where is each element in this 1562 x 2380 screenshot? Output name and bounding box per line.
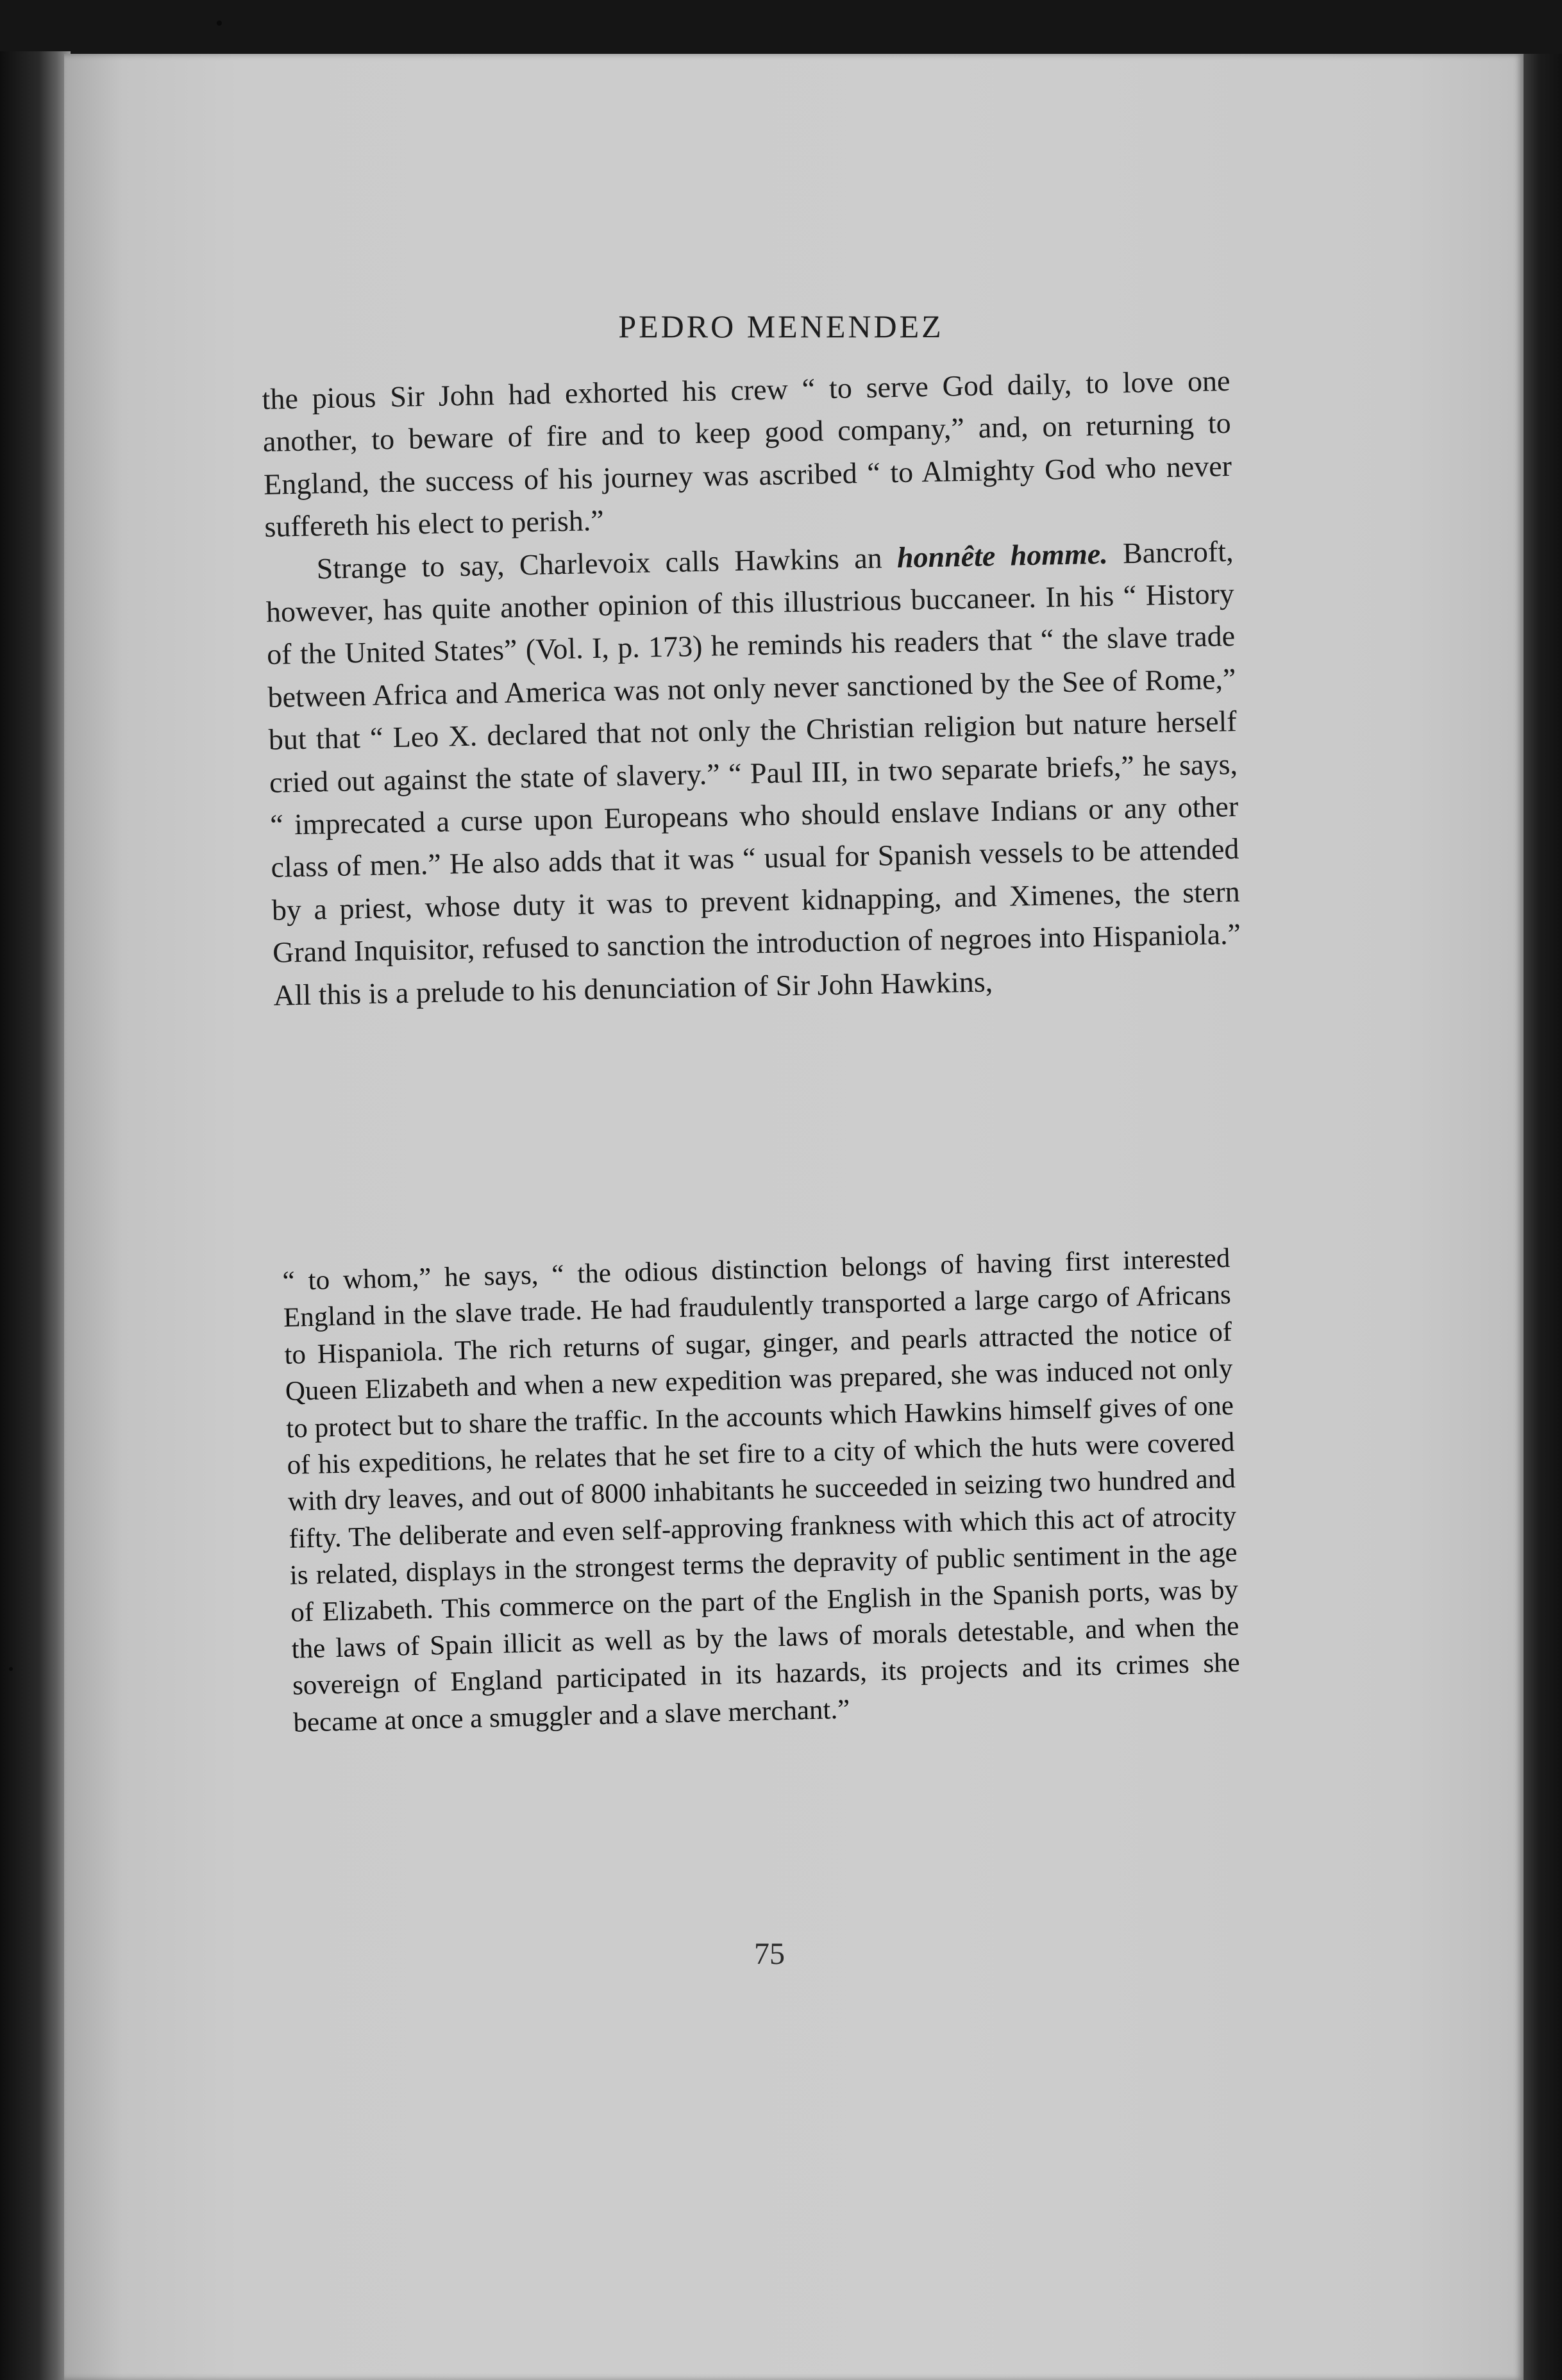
- block-quote-text: “ to whom,” he says, “ the odious distinction belongs of having first interested England in the slave trade. He had fraudulently transported a large cargo of Africans to Hispaniola. The rich returns of sugar, ginger, and pearls attracted the notice of Queen Elizabeth and when a new expedition was prepared, she was induced not only to protect but to share the traffic. In the accounts which Hawkins himself gives of one of his expeditions, he relates that he set fire to a city of which the huts were covered with dry leaves, and out of 8000 inhabitants he succeeded in seizing two hundred and fifty. The deliberate and even self-approving frankness with which this act of atrocity is related, displays in the strongest terms the depravity of public sentiment in the age of Elizabeth. This commerce on the part of the English in the Spanish ports, was by the laws of Spain illicit as well as by the laws of morals detestable, and when the sovereign of England participated in its hazards, its projects and its crimes she became at once a smuggler and a slave merchant.”: [282, 1243, 1241, 1738]
- paragraph-2: [265, 530, 1242, 1017]
- page-number: 75: [754, 1937, 785, 1971]
- book-spine-edge: [0, 51, 71, 2380]
- paragraph-2-rest: Bancroft, however, has quite another opinion of this illustrious buccaneer. In his “ History of the United States” (Vol. I, p. 173) he reminds his readers that “ the slave trade between Africa and America was not only never sanctioned by the See of Rome,” but that “ Leo X. declared that not only the Christian religion but nature herself cried out against the state of slavery.” “ Paul III, in two separate briefs,” he says, “ imprecated a curse upon Europeans who should enslave Indians or any other class of men.” He also adds that it was “ usual for Spanish vessels to be attended by a priest, whose duty it was to prevent kidnapping, and Ximenes, the stern Grand Inquisitor, refused to sanction the introduction of negroes into Hispaniola.” All this is a prelude to his denunciation of Sir John Hawkins,: [265, 534, 1241, 1012]
- paragraph-2-start: Strange to say, Charlevoix calls Hawkins an: [316, 541, 898, 585]
- main-text: [262, 360, 1242, 1017]
- italic-phrase: honnête homme.: [896, 537, 1109, 574]
- scan-right-border: [1524, 54, 1562, 2380]
- dust-speck: [217, 21, 222, 26]
- dust-speck: [9, 1667, 13, 1671]
- block-quote: [282, 1240, 1241, 1741]
- paragraph-1: the pious Sir John had exhorted his crew “ to serve God daily, to love one another, to beware of fire and to keep good company,” and, on returning to England, the success of his journey was ascribed “ to Almighty God who never suffereth his elect to perish.”: [262, 364, 1232, 544]
- running-head: PEDRO MENENDEZ: [618, 308, 944, 344]
- scan-top-border: [0, 0, 1562, 58]
